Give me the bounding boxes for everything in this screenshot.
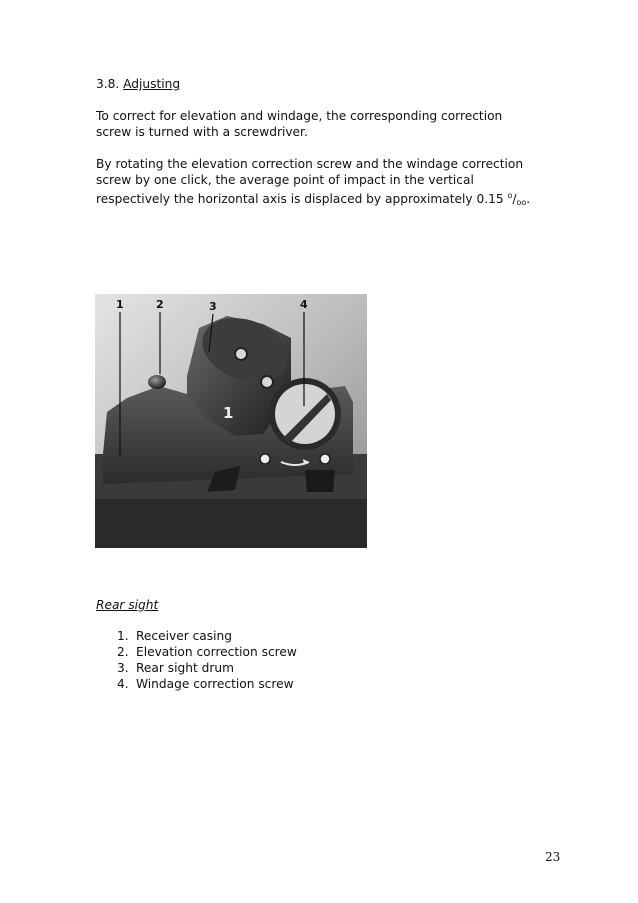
callout-label-4: 4 [300, 298, 308, 311]
legend-item [117, 660, 297, 676]
receiver-lower [95, 499, 367, 548]
legend-label: Rear sight drum [136, 661, 234, 675]
drum-aperture-upper [235, 348, 247, 360]
callout-label-3: 3 [209, 300, 217, 313]
unit-subscript: oo [516, 198, 527, 207]
legend-label: Receiver casing [136, 629, 232, 643]
paragraph-1-line-1: To correct for elevation and windage, the corresponding correction [96, 109, 503, 123]
mount-cutout [305, 470, 335, 492]
callout-label-2: 2 [156, 298, 164, 311]
callout-label-1: 1 [116, 298, 124, 311]
legend-number: 4. [117, 677, 129, 691]
unit-superscript: o [507, 191, 513, 200]
paragraph-2-line-3-text: respectively the horizontal axis is displaced by approximately 0.15 [96, 192, 504, 206]
section-number: 3.8. [96, 77, 120, 91]
marker-dot-left [260, 454, 270, 464]
legend-number: 2. [117, 645, 129, 659]
paragraph-2-line-3 [96, 188, 530, 211]
page-number: 23 [545, 850, 561, 864]
legend-item [117, 676, 297, 692]
drum-mark: 1 [223, 404, 234, 422]
section-heading [96, 76, 180, 92]
legend-label: Elevation correction screw [136, 645, 297, 659]
elevation-screw-head [148, 375, 166, 389]
windage-screw-face [275, 384, 335, 444]
paragraph-1-line-2: screw is turned with a screwdriver. [96, 125, 308, 139]
legend-number: 1. [117, 629, 129, 643]
legend-item [117, 644, 297, 660]
legend-item [117, 628, 297, 644]
rear-sight-photo [95, 294, 367, 548]
section-title: Adjusting [123, 77, 181, 91]
legend-number: 3. [117, 661, 129, 675]
marker-dot-right [320, 454, 330, 464]
paragraph-2-line-2: screw by one click, the average point of impact in the vertical [96, 173, 474, 187]
paragraph-2-line-1: By rotating the elevation correction screw and the windage correction [96, 157, 524, 171]
figure-caption: Rear sight [96, 598, 159, 612]
drum-aperture-lower [261, 376, 273, 388]
parts-legend [117, 628, 297, 692]
sentence-end: . [526, 192, 531, 206]
unit-separator: / [512, 192, 517, 206]
legend-label: Windage correction screw [136, 677, 294, 691]
